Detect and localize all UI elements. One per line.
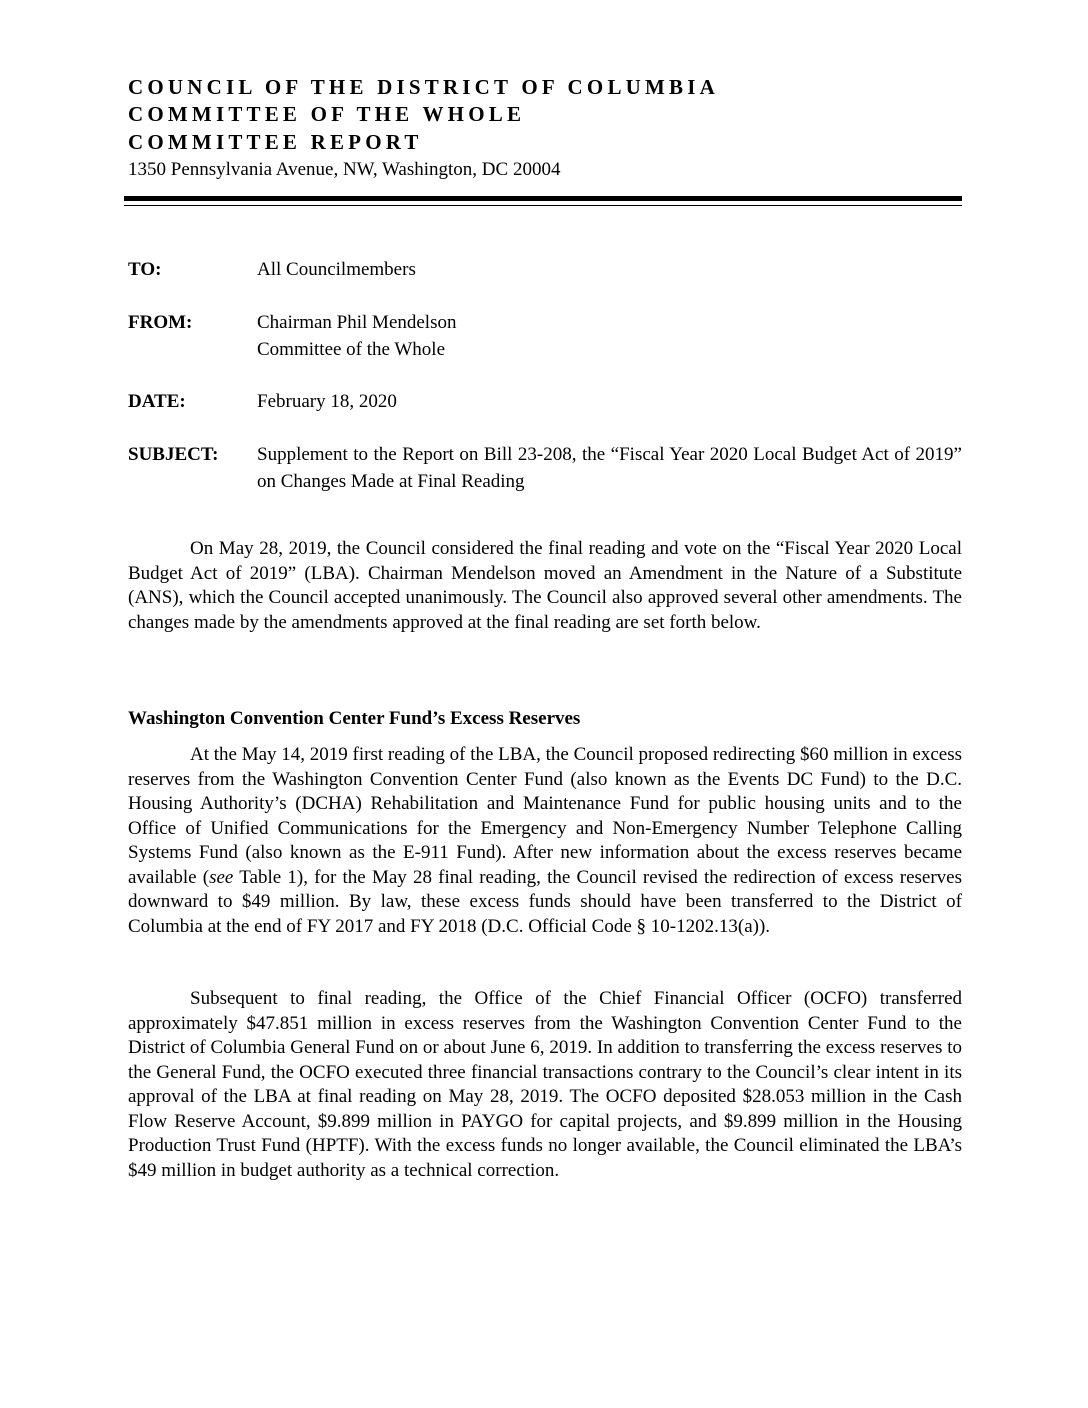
header-rule-thick [124,196,962,201]
header-council-name: COUNCIL OF THE DISTRICT OF COLUMBIA [128,75,719,99]
section-paragraph-2: Subsequent to final reading, the Office of the Chief Financial Officer (OCFO) transferred approximately $47.851 million in excess reserves from the Washington Convention Center Fund to the District of Columbia General Fund on or about June 6, 2019. In addition to transferring the excess reserves to the General Fund, the OCFO executed three financial transactions contrary to the Council’s clear intent in its approval of the LBA at final reading on May 28, 2019. The OCFO deposited $28.053 million in the Cash Flow Reserve Account, $9.899 million in PAYGO for capital projects, and $9.899 million in the Housing Production Trust Fund (HPTF). With the excess funds no longer available, the Council eliminated the LBA’s $49 million in budget authority as a technical correction. [128,988,962,1181]
intro-paragraph: On May 28, 2019, the Council considered the final reading and vote on the “Fiscal Year 2020 Local Budget Act of 2019” (LBA). Chairman Mendelson moved an Amendment in the Nature of a Substitute (ANS), which the Council accepted unanimously. The Council also approved several other amendments. The changes made by the amendments approved at the final reading are set forth below. [128,538,962,633]
memo-from-label: FROM: [128,312,193,333]
memo-date-label: DATE: [128,391,186,412]
memo-subject-label: SUBJECT: [128,444,219,465]
memo-from-committee: Committee of the Whole [257,339,446,360]
section-paragraph-1 [128,743,962,939]
see-reference: see [209,866,234,888]
memo-date-value: February 18, 2020 [257,391,397,412]
header-address: 1350 Pennsylvania Avenue, NW, Washington, DC 20004 [128,159,561,180]
header-committee-name: COMMITTEE OF THE WHOLE [128,102,526,126]
memo-subject-value: Supplement to the Report on Bill 23-208, the “Fiscal Year 2020 Local Budget Act of 2019” on Changes Made at Final Reading [257,444,962,492]
memo-to-value: All Councilmembers [257,259,416,280]
memo-from-name: Chairman Phil Mendelson [257,312,457,333]
section-paragraph-1-part-b: Table 1), for the May 28 final reading, the Council revised the redirection of excess reserves downward to $49 million. By law, these excess funds should have been transferred to the District of Columbia at the end of FY 2017 and FY 2018 (D.C. Official Code § 10-1202.13(a)). [128,866,962,937]
header-report-title: COMMITTEE REPORT [128,130,423,154]
section-paragraph-1-part-a: At the May 14, 2019 first reading of the LBA, the Council proposed redirecting $60 million in excess reserves from the Washington Convention Center Fund (also known as the Events DC Fund) to the D.C. Housing Authority’s (DCHA) Rehabilitation and Maintenance Fund for public housing units and to the Office of Unified Communications for the Emergency and Non-Emergency Number Telephone Calling Systems Fund (also known as the E-911 Fund). After new information about the excess reserves became available ( [128,744,962,888]
section-heading: Washington Convention Center Fund’s Excess Reserves [128,708,581,729]
header-rule-thin [124,205,962,206]
memo-to-label: TO: [128,259,162,280]
